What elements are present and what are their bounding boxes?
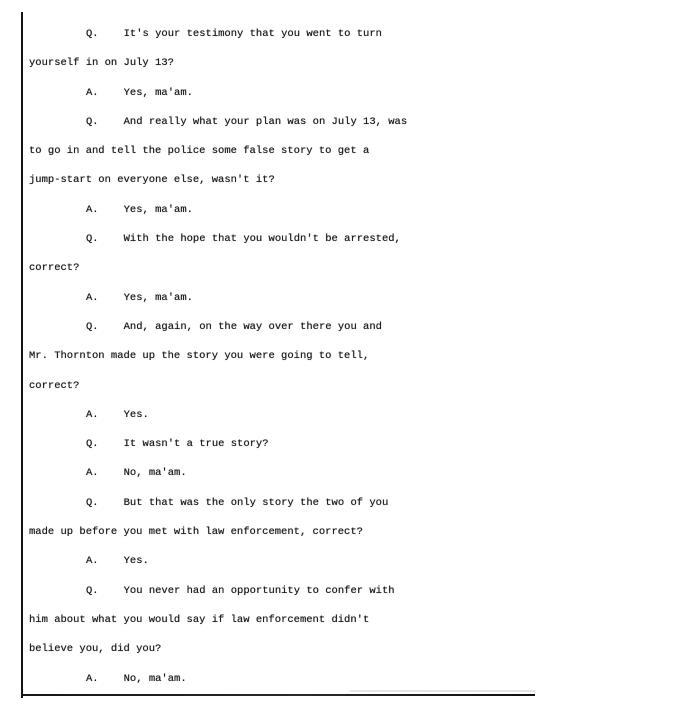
transcript-line (29, 401, 649, 430)
speaker-label: Q. (86, 320, 99, 333)
line-text: And, again, on the way over there you and (123, 320, 382, 333)
transcript-line (29, 577, 649, 606)
bottom-rule (21, 694, 535, 696)
transcript-line (29, 313, 649, 342)
speaker-label: A. (86, 555, 99, 568)
speaker-label: Q. (86, 496, 99, 509)
transcript-line (29, 79, 649, 108)
line-text: Yes. (123, 408, 149, 421)
transcript-line (29, 20, 649, 49)
speaker-label: A. (86, 467, 99, 480)
left-margin-rule (21, 12, 23, 698)
line-text: And really what your plan was on July 13, was (123, 115, 408, 128)
line-text: You never had an opportunity to confer with (123, 584, 395, 597)
line-text: believe you, did you? (29, 643, 162, 656)
bottom-rule-smudge (350, 690, 535, 692)
transcript-line (29, 196, 649, 225)
speaker-label: Q. (86, 584, 99, 597)
transcript-line (29, 137, 649, 166)
line-text: correct? (29, 379, 80, 392)
line-text: made up before you met with law enforcement, correct? (29, 526, 363, 539)
transcript-line (29, 225, 649, 254)
line-text: him about what you would say if law enforcement didn't (29, 613, 370, 626)
transcript-line (29, 665, 649, 694)
line-text: No, ma'am. (123, 672, 187, 685)
transcript-line (29, 606, 649, 635)
speaker-label: Q. (86, 233, 99, 246)
transcript-line (29, 489, 649, 518)
speaker-label: Q. (86, 115, 99, 128)
line-text: No, ma'am. (123, 467, 187, 480)
speaker-label: A. (86, 291, 99, 304)
line-text: Yes, ma'am. (123, 86, 193, 99)
line-text: With the hope that you wouldn't be arrested, (123, 233, 401, 246)
transcript-line (29, 518, 649, 547)
transcript-line (29, 635, 649, 664)
transcript-line (29, 547, 649, 576)
line-text: jump-start on everyone else, wasn't it? (29, 174, 275, 187)
transcript-line (29, 372, 649, 401)
speaker-label: Q. (86, 28, 99, 40)
line-text: Mr. Thornton made up the story you were going to tell, (29, 350, 370, 363)
line-text: to go in and tell the police some false story to get a (29, 145, 370, 158)
transcript-line (29, 342, 649, 371)
transcript-line (29, 459, 649, 488)
line-text: Yes, ma'am. (123, 291, 193, 304)
transcript-line (29, 166, 649, 195)
line-text: It wasn't a true story? (123, 438, 269, 451)
transcript-line (29, 49, 649, 78)
line-text: It's your testimony that you went to turn (123, 28, 382, 40)
speaker-label: A. (86, 203, 99, 216)
line-text: Yes, ma'am. (123, 203, 193, 216)
speaker-label: Q. (86, 438, 99, 451)
line-text: correct? (29, 262, 80, 275)
line-text: Yes. (123, 555, 149, 568)
transcript-line (29, 284, 649, 313)
speaker-label: A. (86, 408, 99, 421)
transcript-line (29, 254, 649, 283)
transcript-body (29, 20, 649, 694)
transcript-line (29, 430, 649, 459)
speaker-label: A. (86, 672, 99, 685)
line-text: But that was the only story the two of you (123, 496, 389, 509)
speaker-label: A. (86, 86, 99, 99)
transcript-line (29, 108, 649, 137)
line-text: yourself in on July 13? (29, 57, 174, 70)
